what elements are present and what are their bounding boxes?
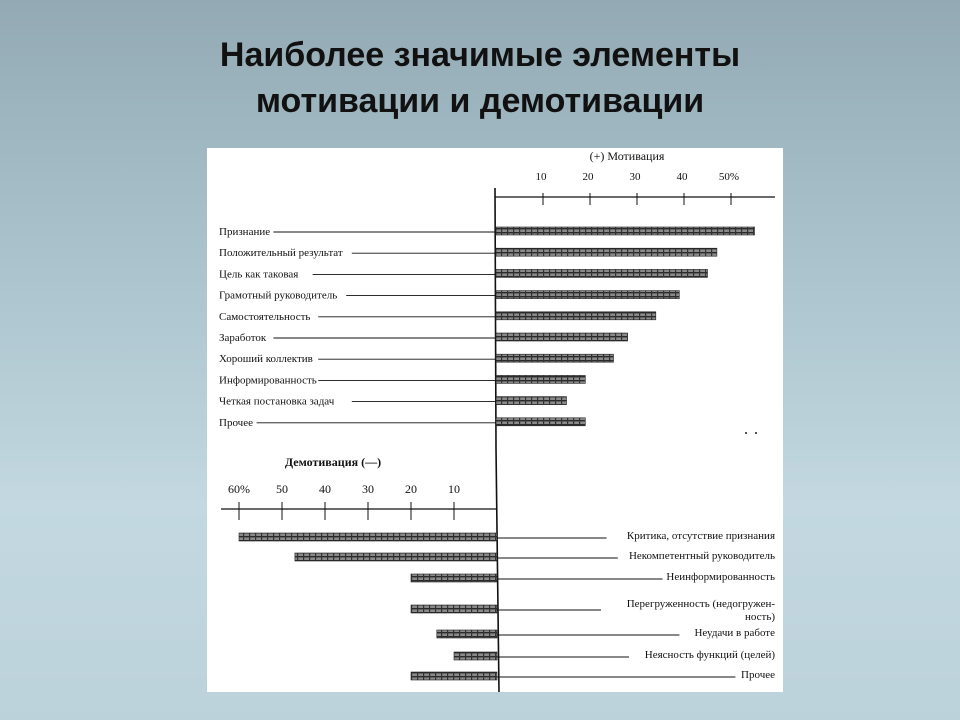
motivation-bar-самостоятельность — [496, 312, 656, 320]
demotivation-category-label: Критика, отсутствие признания — [626, 530, 775, 542]
motivation-bar-положительный-результат — [496, 248, 717, 256]
motivation-bar-грамотный-руководитель — [496, 291, 679, 299]
demotivation-category-label: Перегруженность (недогружен-ность) — [626, 598, 775, 623]
motivation-category-label: Положительный результат — [219, 247, 343, 260]
demotivation-category-label: Неинформированность — [666, 571, 775, 583]
motivation-bar-цель-как-таковая — [496, 269, 708, 277]
demotivation-tick-label: 50 — [276, 482, 288, 496]
demotivation-category-label: Неясность функций (целей) — [644, 649, 775, 661]
slide-title — [0, 32, 960, 124]
motivation-category-label: Самостоятельность — [219, 310, 311, 323]
demotivation-bar-прочее — [411, 672, 497, 680]
demotivation-tick-label: 10 — [448, 482, 460, 496]
motivation-tick-label: 50% — [718, 171, 740, 183]
demotivation-bars — [239, 530, 775, 681]
motivation-bar-четкая-постановка-задач — [496, 397, 567, 405]
chart-svg — [207, 148, 783, 692]
motivation-category-label: Признание — [219, 226, 271, 238]
motivation-chart-title: (+) Мотивация — [589, 149, 665, 163]
motivation-bar-хороший-коллектив — [496, 354, 614, 362]
scan-speck — [755, 432, 757, 434]
motivation-bars — [219, 226, 755, 429]
slide-title-line-2: мотивации и демотивации — [255, 82, 705, 120]
demotivation-tick-label: 30 — [362, 482, 374, 496]
motivation-category-label: Хороший коллектив — [219, 353, 313, 366]
motivation-tick-label: 10 — [535, 171, 547, 183]
demotivation-tick-label: 40 — [319, 482, 331, 496]
motivation-category-label: Прочее — [219, 416, 253, 429]
demotivation-bar-неудачи-в-работе — [437, 630, 497, 638]
scan-speck — [745, 432, 747, 434]
demotivation-category-label: Некомпетентный руководитель — [628, 550, 775, 562]
motivation-tick-label: 40 — [676, 171, 688, 183]
demotivation-tick-label: 20 — [405, 482, 417, 496]
motivation-category-label: Грамотный руководитель — [219, 289, 338, 302]
demotivation-bar-неясность-функций-целей — [454, 652, 497, 660]
motivation-bar-заработок — [496, 333, 628, 341]
motivation-bar-признание — [496, 227, 755, 235]
demotivation-tick-label: 60% — [228, 482, 250, 496]
chart-panel — [207, 148, 783, 692]
demotivation-chart-title: Демотивация (—) — [284, 455, 382, 469]
motivation-category-label: Заработок — [219, 332, 267, 344]
demotivation-bar-критика-отсутствие-признания — [239, 533, 497, 541]
motivation-category-label: Четкая постановка задач — [219, 395, 335, 408]
motivation-category-label: Информированность — [219, 374, 317, 387]
motivation-bar-информированность — [496, 375, 585, 383]
motivation-ticks — [536, 171, 740, 205]
demotivation-category-label: Неудачи в работе — [694, 627, 775, 639]
demotivation-ticks — [228, 482, 460, 520]
demotivation-bar-неинформированность — [411, 574, 497, 582]
motivation-tick-label: 20 — [582, 171, 594, 183]
motivation-category-label: Цель как таковая — [219, 268, 299, 281]
demotivation-category-label: Прочее — [741, 669, 775, 681]
demotivation-bar-перегруженность-недогружен-ность — [411, 605, 497, 613]
motivation-tick-label: 30 — [629, 171, 641, 183]
slide-title-line-1: Наиболее значимые элементы — [219, 36, 741, 74]
motivation-bar-прочее — [496, 418, 585, 426]
demotivation-bar-некомпетентный-руководитель — [295, 553, 497, 561]
